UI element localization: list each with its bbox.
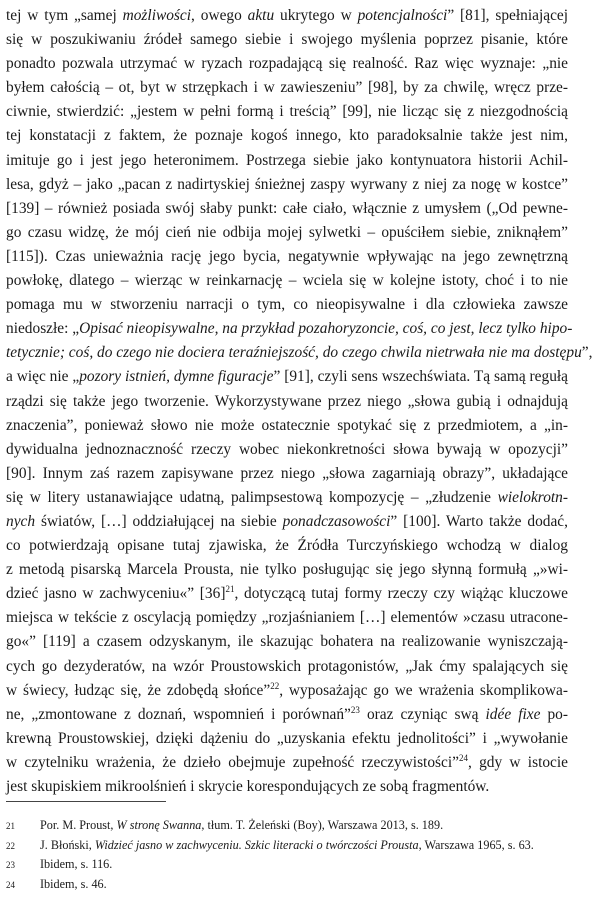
text-line: a więc nie „pozory istnień, dymne figuracje” [91], czyli sens wszechświata. Tą samą regułą (6, 368, 569, 386)
text-line: niedoszłe: „Opisać nieopisywalne, na przykład pozahoryzoncie, coś, co jest, lecz tylko hipo- (6, 320, 573, 338)
footnote (6, 855, 568, 875)
text-line: tej w tym „samej możliwości, owego aktu ukrytego w potencjalności” [81], spełniającej (6, 7, 569, 24)
footnote-number: 24 (6, 879, 15, 890)
text-line: nych światów, […] oddziałującej na siebie ponadczasowości” [100]. Warto także dodać, (6, 512, 568, 530)
text-line: jest skupiskiem mikroolśnień i skrycie korespondujących ze sobą fragmentów. (6, 778, 490, 795)
footnote (6, 816, 568, 836)
text-line: ponadto pozwala utrzymać w ryzach rozpadającą się realność. Raz więc wyznaje: „nie (6, 55, 568, 73)
text-line: miejsca w tekście z oscylacją pomiędzy „rozjaśnianiem […] elementów »czasu utracone- (6, 609, 568, 627)
text-line: znaczenia”, ponieważ słowo nie może ostatecznie spotykać się z przedmiotem, a „in- (6, 416, 568, 434)
text-line: dywidualna jednoznaczność rzeczy wobec niekonkretności słowa bywają w opozycji” (6, 440, 568, 458)
footnote-rule (6, 801, 166, 802)
text-line: cych go dezyderatów, na wzór Proustowskich protagonistów, „Jak ćmy spalających się (6, 657, 568, 675)
text-line: się w poszukiwaniu źródeł samego siebie i swojego myślenia poprzez pisanie, które (6, 31, 568, 49)
footnotes (6, 816, 568, 894)
footnote-number: 21 (6, 821, 15, 831)
text-line: [90]. Innym zaś razem zapisywane przez niego „słowa zagarniają obrazy”, układające (6, 464, 568, 482)
text-line: się w litery ustanawiające udatną, palimpsestową kompozycję – „złudzenie wielokrotn- (6, 488, 568, 506)
text-line: ciwnie, stwierdzić: „jestem w pełni formą i treścią” [99], nie licząc się z niezgodnością (6, 103, 568, 121)
text-line: z metodą pisarską Marcela Prousta, nie tylko posługując się jego słynną formułą „»wi- (6, 561, 568, 579)
text-line: powłokę, dlatego – wierząc w reinkarnację – wciela się w kolejne istoty, choć i to nie (6, 272, 568, 290)
footnote-text: J. Błoński, Widzieć jasno w zachwyceniu. Szkic literacki o twórczości Prousta, Warszawa 1965, s. 63. (40, 837, 534, 852)
text-line: tetycznie; coś, do czego nie dociera teraźniejszość, do czego chwila nietrwała nie ma dostępu”, (6, 344, 592, 362)
text-line: [115]). Czas unieważnia rację jego bycia, negatywnie wpływając na jego zewnętrzną (6, 247, 568, 265)
text-line: pomaga mu w stworzeniu narracji o tym, co nieopisywalne i dla człowieka zawsze (6, 296, 568, 314)
text-line: imituje go i jest jego heteronimem. Postrzega siebie jako kontynuatora historii Achil- (6, 151, 568, 169)
footnote-text: Ibidem, s. 116. (40, 857, 113, 872)
text-line: krewną Proustowskiej, dzięki dążeniu do „uzyskania efektu jednolitości” i „wywołanie (6, 729, 568, 747)
footnote-text: Por. M. Proust, W stronę Swanna, tłum. T. Żeleński (Boy), Warszawa 2013, s. 189. (40, 818, 444, 832)
text-line: rządzi się także jego tworzenie. Wykorzystywane przez niego „słowa gubią i odnajdują (6, 392, 568, 410)
text-line: lesa, gdyż – jako „pacan z nadirtyskiej śnieżnej zaspy wyrwany z niej za nogę w kostce” (6, 175, 568, 193)
text-line: w świecy, łudząc się, że zdobędą słońce”$^{22}$, wyposażając go we wrażenia skomplikowa- (6, 680, 568, 699)
text-line: tej konstatacji z faktem, że poznaje kogoś innego, kto paradoksalnie także jest nim, (6, 127, 568, 145)
body-text (6, 4, 592, 799)
footnote-number: 22 (6, 840, 15, 851)
text-line: w czytelniku wrażenia, że dzieło obejmuje zupełność rzeczywistości”$^{24}$, gdy w istocie (6, 752, 568, 771)
footnote (6, 875, 568, 895)
text-line: go czasu widzę, że mój cień nie odbija mojej sylwetki – opuściłem siebie, zniknąłem” (6, 223, 568, 241)
text-line: ne, „zmontowane z doznań, wspomnień i porównań”$^{23}$ oraz czyniąc swą idée fixe po- (6, 704, 568, 723)
footnote-text: Ibidem, s. 46. (40, 876, 107, 891)
text-line: [139] – również posiada swój słaby punkt: całe ciało, włącznie z umysłem („Od pewne- (6, 199, 568, 217)
text-line: byłem całością – ot, byt w strzępkach i w zawieszeniu” [98], by za chwilę, wręcz prze- (6, 79, 568, 97)
text-line: co potwierdzają opisane tutaj zjawiska, że Źródła Turczyńskiego wchodzą w dialog (6, 537, 568, 555)
footnote (6, 836, 568, 856)
text-line: dzieć jasno w zachwyceniu«” $[36]^{21}$, dotyczącą tutaj formy rzeczy czy wiążąc kluczowe (6, 584, 569, 603)
footnote-number: 23 (6, 860, 15, 871)
book-page (6, 0, 592, 900)
text-line: go«” [119] a czasem odzyskanym, ile skazując bohatera na realizowanie wyniszczają- (6, 633, 568, 651)
